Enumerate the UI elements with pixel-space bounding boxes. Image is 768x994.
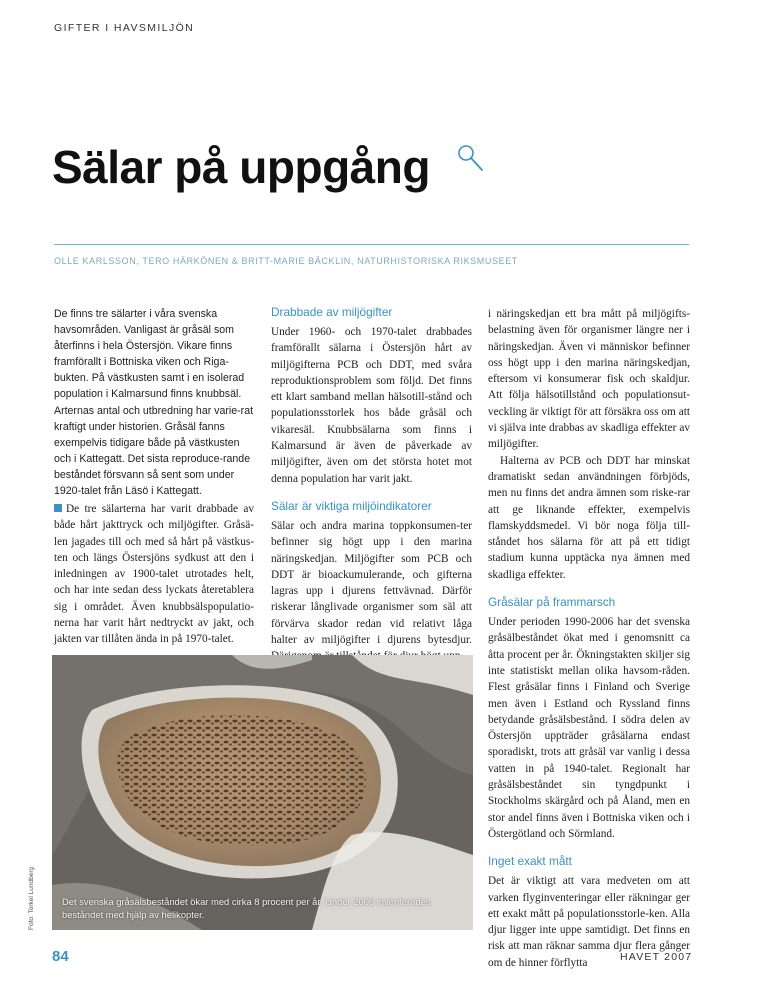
section-label: GIFTER I HAVSMILJÖN xyxy=(54,22,195,34)
subheading-frammarsch: Gråsälar på frammarsch xyxy=(488,595,616,610)
paragraph-marker-icon xyxy=(54,504,62,512)
column-3-paragraph-2: Halterna av PCB och DDT har minskat dramatiskt sedan användningen förbjöds, men nu finns det andra ämnen som riske-rar att ge liknande effekter, exempelvis flamskyddsmedel. Vi bör noga följa till-ståndet hos sälarna för att på ett tidigt stadium kunna upptäcka nya ämnen med skadliga effekter. xyxy=(488,454,690,581)
magnifier-icon xyxy=(455,143,485,173)
byline: OLLE KARLSSON, TERO HÄRKÖNEN & BRITT-MARIE BÄCKLIN, NATURHISTORISKA RIKSMUSEET xyxy=(54,256,518,266)
column-2 xyxy=(271,305,472,665)
title-rule xyxy=(54,244,689,245)
column-3 xyxy=(488,306,693,971)
subheading-inget-exakt: Inget exakt mått xyxy=(488,854,572,869)
photo-caption: Det svenska gråsälsbeståndet ökar med cirka 8 procent per år. Under 2006 inventerades beståndet med hjälp av helikopter. xyxy=(62,896,431,920)
column-2-paragraph-2: Sälar och andra marina toppkonsumen-ter befinner sig högt upp i den marina näringskedjan. Miljögifter som PCB och DDT är bioackumulerande, och gifterna lagras upp i djurens fettvävnad. Därför riskerar långlivade organismer som säl att förvärva skador redan vid relativt låga halter av miljögifter i djurens bytesdjur. xyxy=(271,519,472,647)
column-1-paragraph: De tre sälarterna har varit drabbade av både hårt jakttryck och miljögifter. Gråsä-len jagades till och med så hårt på västkus-ten och längs Östersjöns sydkust att den i inledningen av 1900-talet utrotades helt, och har inte sedan dess lyckats återetablera sig i området. Även knubbsälspopulatio-nerna har varit hårt nedtryckt av jakt, och jakten var tillåten ända in på 1970-talet. xyxy=(54,503,254,646)
column-3-paragraph-1: i näringskedjan ett bra mått på miljögifts-belastning även för organismer längre ner i näringskedjan. Även vi människor befinner oss högt upp i den marina näringskedjan, eftersom vi konsumerar fisk och skaldjur. Att följa hälsotillstånd och populationsut-veckling är viktigt för att försäkra oss om att vi själva inte drabbas av skadliga effekter av miljögifter. xyxy=(488,308,690,451)
subheading-drabbade: Drabbade av miljögifter xyxy=(271,305,393,319)
page-number: 84 xyxy=(52,948,69,965)
column-1-body xyxy=(54,501,254,648)
column-3-paragraph-3: Under perioden 1990-2006 har det svenska gråsälbeståndet ökat med i genomsnitt ca åtta procent per år. Ökningstakten skiljer sig inte statistiskt mellan olika havsom-råden. Flest gråsälar finns i Finland och Sverige men även i Estland och Ryssland finns betydande gråsälsbestånd. I södra delen av Östersjön uppträder gråsälarna endast sporadiskt, trots att gråsäl var vanlig i dessa vatten in på 1940-talet. Regionalt har gråsälsbeståndet sin tyngdpunkt i Stockholms skärgård och på Åland, men en stor andel finns även i Bottniska viken och i Östergötland och Sörmland. xyxy=(488,616,690,840)
subheading-indikatorer: Sälar är viktiga miljöindikatorer xyxy=(271,498,432,513)
article-title: Sälar på uppgång xyxy=(52,141,430,193)
seal-colony-photo xyxy=(52,655,473,930)
column-2-paragraph-1: Under 1960- och 1970-talet drabbades framförallt sälarna i Östersjön hårt av miljögifterna PCB och DDT, med svåra reproduktionsproblem som följd. Det finns ett klart samband mellan hälsotill-stånd och populationsstorlek hos både gråsäl och vikaresäl. Knubbsälarna som finns i Kalmarsund är även de påverkade av miljögifter, även om det största hotet mot denna population har varit jakt. xyxy=(271,326,472,485)
photo-credit: Foto: Torkel Lundberg xyxy=(28,866,35,930)
aerial-photo-illustration xyxy=(52,655,473,930)
intro-text: De finns tre sälarter i våra svenska havsområden. Vanligast är gråsäl som återfinns i hela Östersjön. Vikare finns framförallt i Bottniska viken och Riga-bukten. På västkusten samt i en isolerad population i Kalmarsund finns knubbsäl. Arternas antal och utbredning har varie-rat kraftigt under historien. Gråsäl fanns exempelvis tidigare både på västkusten och i Kattegatt. Det sista reproduce-rande beståndet försvann så sent som under 1920-talet från Läsö i Kattegatt. xyxy=(54,308,254,498)
publication-name: HAVET 2007 xyxy=(620,951,693,963)
column-3-paragraph-4: Det är viktigt att vara medveten om att varken flyginventeringar eller räkningar ger ett exakt mått på populationsstorle-ken. Alla djur ligger inte uppe samtidigt. Det finns en risk att man räknar samma djur flera gånger om de hinner förflytta xyxy=(488,875,690,969)
